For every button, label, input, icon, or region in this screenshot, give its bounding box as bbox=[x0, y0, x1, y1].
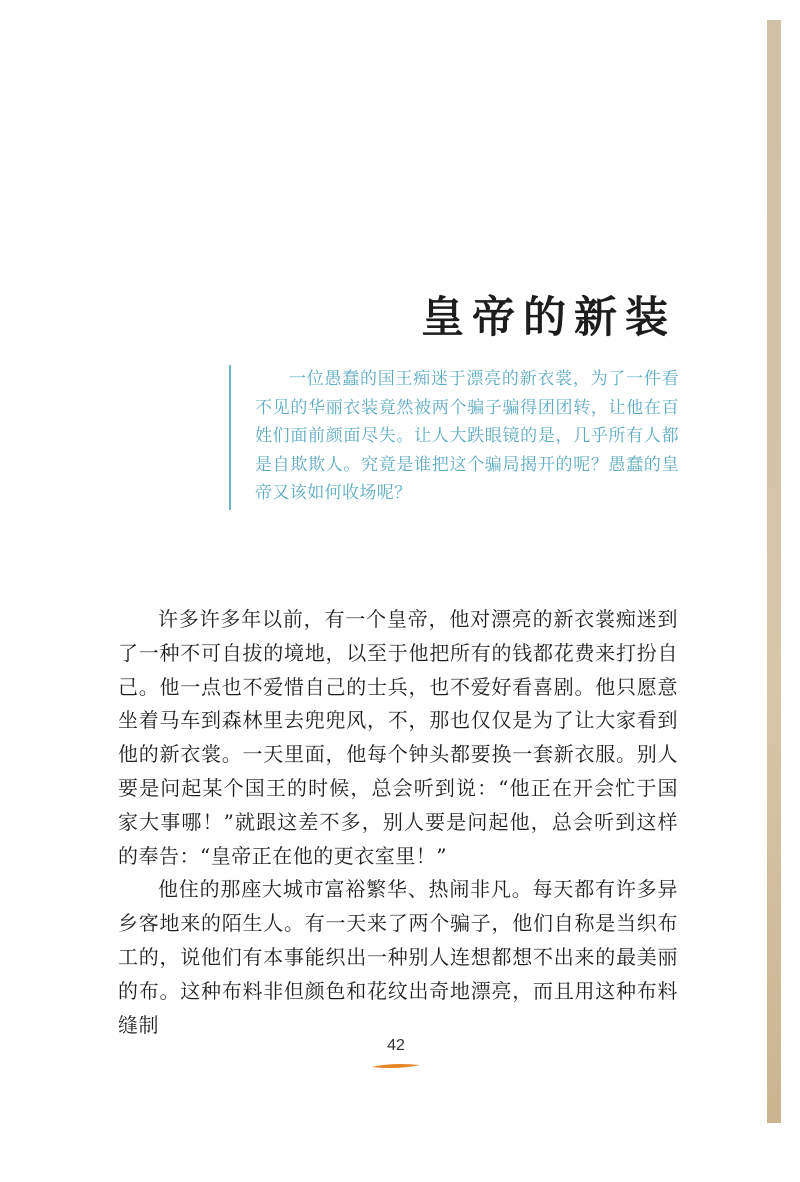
page-number: 42 bbox=[387, 1037, 405, 1054]
chapter-summary-box bbox=[229, 365, 679, 510]
chapter-summary-text: 一位愚蠢的国王痴迷于漂亮的新衣裳，为了一件看不见的华丽衣装竟然被两个骗子骗得团团转，让他在百姓们面前颜面尽失。让人大跌眼镜的是，几乎所有人都是自欺欺人。究竟是谁把这个骗局揭开的呢？愚蠢的皇帝又该如何收场呢？ bbox=[255, 369, 679, 503]
story-paragraph: 他住的那座大城市富裕繁华、热闹非凡。每天都有许多异乡客地来的陌生人。有一天来了两个骗子，他们自称是当织布工的，说他们有本事能织出一种别人连想都想不出来的最美丽的布。这种布料非但颜色和花纹出奇地漂亮，而且用这种布料缝制 bbox=[118, 877, 678, 1037]
page-edge-strip bbox=[767, 20, 781, 1123]
story-paragraph: 许多许多年以前，有一个皇帝，他对漂亮的新衣裳痴迷到了一种不可自拔的境地，以至于他把所有的钱都花费来打扮自己。他一点也不爱惜自己的士兵，也不爱好看喜剧。他只愿意坐着马车到森林里去兜兜风，不，那也仅仅是为了让大家看到他的新衣裳。一天里面，他每个钟头都要换一套新衣服。别人要是问起某个国王的时候，总会听到说：“他正在开会忙于国家大事哪！”就跟这差不多，别人要是问起他，总会听到这样的奉告：“皇帝正在他的更衣室里！” bbox=[118, 607, 678, 868]
chapter-title: 皇帝的新装 bbox=[421, 292, 676, 343]
page-number-underline-icon bbox=[371, 1062, 421, 1070]
story-body bbox=[118, 603, 678, 1042]
